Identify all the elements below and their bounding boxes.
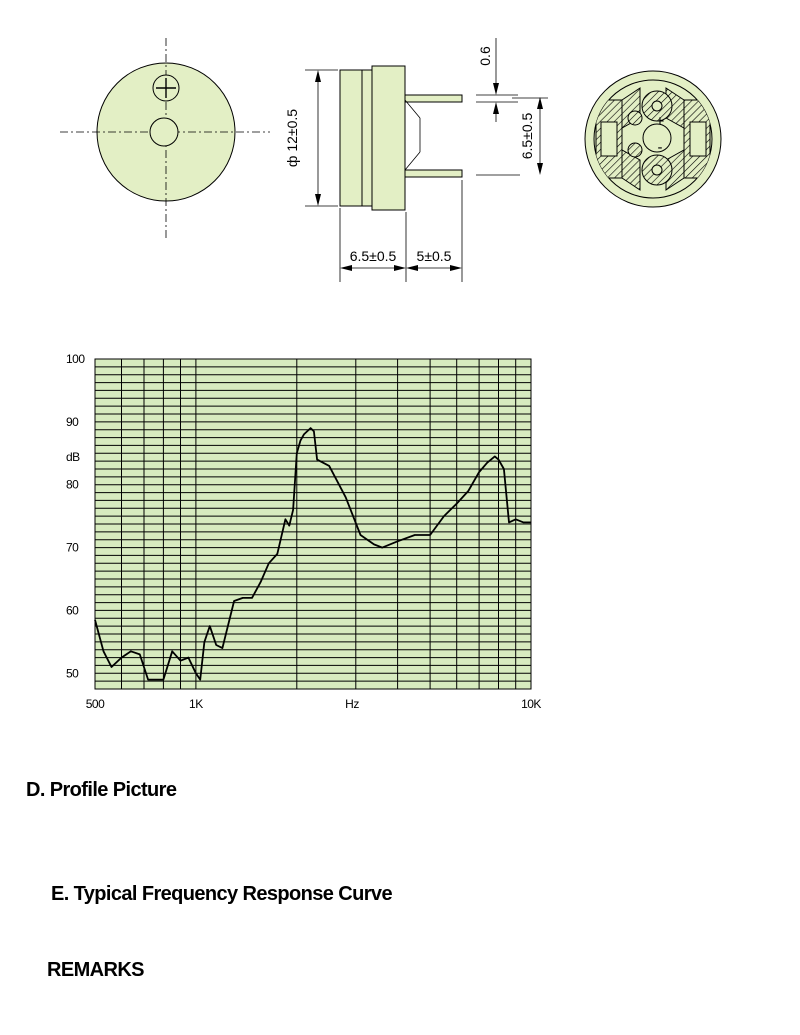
y-tick-label: 70 [66,540,79,555]
remarks-heading: REMARKS [47,959,144,981]
y-tick-label: 100 [66,352,85,366]
side-view-pin-top [405,95,462,102]
y-tick-label: 60 [66,603,79,618]
profile-picture-heading: D. Profile Picture [26,779,177,801]
plus-sign: + [655,113,665,130]
chart-xlabel: Hz [345,697,359,711]
x-tick-label: 500 [85,697,105,711]
diameter-dimension: ф 12±0.5 [284,108,300,168]
pin-length-dimension: 5±0.5 [416,248,452,264]
x-tick-label: 1K [189,697,203,711]
front-view-hole-bottom [150,118,178,146]
chart-y-ticks [66,352,85,680]
chart-x-ticks [86,697,542,711]
y-tick-label: 90 [66,414,79,429]
x-tick-label: 10K [521,697,541,711]
technical-drawings [0,0,800,300]
front-view [60,38,270,238]
rear-view [585,71,721,207]
minus-sign: - [657,139,663,156]
side-view-pin-bottom [405,170,462,177]
side-view [284,38,548,282]
chart-ylabel: dB [66,450,80,464]
y-tick-label: 50 [66,666,79,681]
pin-spacing-dimension: 6.5±0.5 [519,112,535,160]
y-tick-label: 80 [66,477,79,492]
frequency-response-heading: E. Typical Frequency Response Curve [51,883,392,905]
pin-thickness-dimension: 0.6 [477,46,493,66]
body-height-dimension: 6.5±0.5 [349,248,397,264]
frequency-response-chart [0,340,800,720]
